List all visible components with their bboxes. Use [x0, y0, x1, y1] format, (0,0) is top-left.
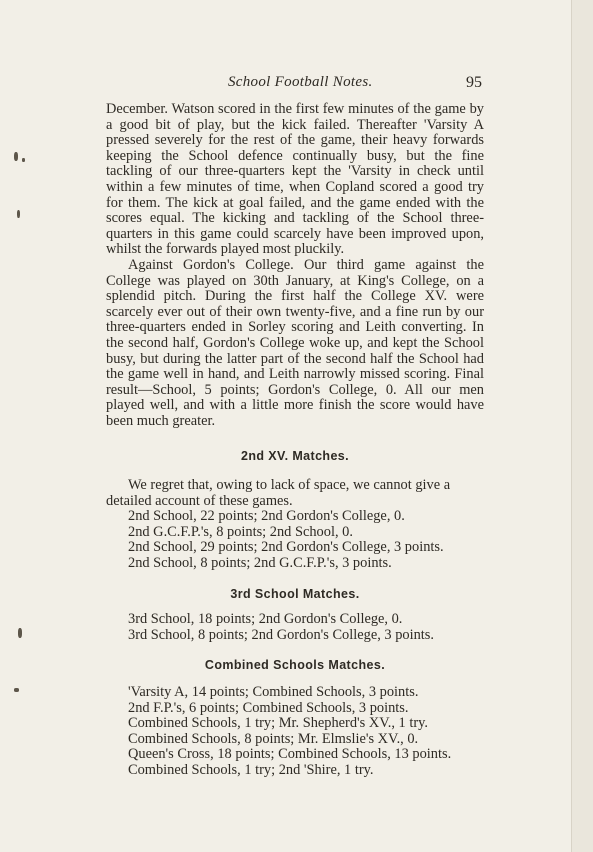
results-list-3rd-school — [106, 612, 484, 643]
result-line: 2nd G.C.F.P.'s, 8 points; 2nd School, 0. — [128, 523, 353, 540]
body-paragraph: December. Watson scored in the first few minutes of the game by a good bit of play, but the kick failed. Thereafter 'Varsity A pressed severely for the rest of the game, their heavy forwards keeping the School defence continually busy, but the fine tackling of our three-quarters kept the 'Varsity in check until within a few minutes of time, when Copland scored a good try for them. The kick at goal failed, and the game ended with the scores equal. The kicking and tackling of the School three-quarters in this game could scarcely have been improved upon, whilst the forwards played most pluckily. — [106, 101, 484, 258]
section-intro: We regret that, owing to lack of space, we cannot give a detailed account of these games. — [106, 477, 451, 509]
margin-mark — [17, 210, 20, 218]
result-line: Combined Schools, 8 points; Mr. Elmslie's XV., 0. — [128, 730, 419, 747]
result-line: 2nd School, 29 points; 2nd Gordon's College, 3 points. — [128, 539, 444, 556]
section-heading-3rd-school: 3rd School Matches. — [230, 586, 360, 601]
margin-mark — [14, 152, 18, 161]
result-line: 'Varsity A, 14 points; Combined Schools, 3 points. — [128, 684, 419, 700]
result-line: 2nd School, 22 points; 2nd Gordon's College, 0. — [128, 508, 405, 525]
section-heading-combined: Combined Schools Matches. — [204, 658, 386, 673]
results-list-2nd-xv — [106, 509, 484, 571]
section-heading-2nd-xv: 2nd XV. Matches. — [240, 449, 350, 464]
page-body — [106, 102, 484, 779]
page-header — [0, 74, 571, 94]
body-paragraph: Against Gordon's College. Our third game against the College was played on 30th January, at King's College, on a splendid pitch. During the first half the College XV. were scarcely ever out of their own twenty-five, and a fine run by our three-quarters ended in Sorley scoring and Leith converting. In the second half, Gordon's College woke up, and kept the School busy, but during the latter part of the second half the School had the game well in hand, and Leith narrowly missed scoring. Final result—School, 5 points; Gordon's College, 0. All our men played well, and with a little more finish the score would have been much greater. — [106, 256, 484, 429]
margin-mark — [18, 628, 22, 638]
result-line: 2nd F.P.'s, 6 points; Combined Schools, 3 points. — [128, 699, 409, 716]
result-line: 3rd School, 18 points; 2nd Gordon's College, 0. — [128, 611, 403, 628]
result-line: Combined Schools, 1 try; Mr. Shepherd's XV., 1 try. — [128, 715, 428, 732]
result-line: 2nd School, 8 points; 2nd G.C.F.P.'s, 3 points. — [128, 555, 392, 572]
results-list-combined — [106, 685, 484, 779]
running-title: School Football Notes. — [228, 74, 373, 90]
page-number: 95 — [466, 74, 482, 91]
result-line: Combined Schools, 1 try; 2nd 'Shire, 1 try. — [128, 761, 374, 778]
margin-mark — [14, 688, 19, 692]
margin-mark — [22, 158, 25, 162]
result-line: Queen's Cross, 18 points; Combined Schools, 13 points. — [128, 746, 452, 763]
result-line: 3rd School, 8 points; 2nd Gordon's College, 3 points. — [128, 626, 434, 643]
